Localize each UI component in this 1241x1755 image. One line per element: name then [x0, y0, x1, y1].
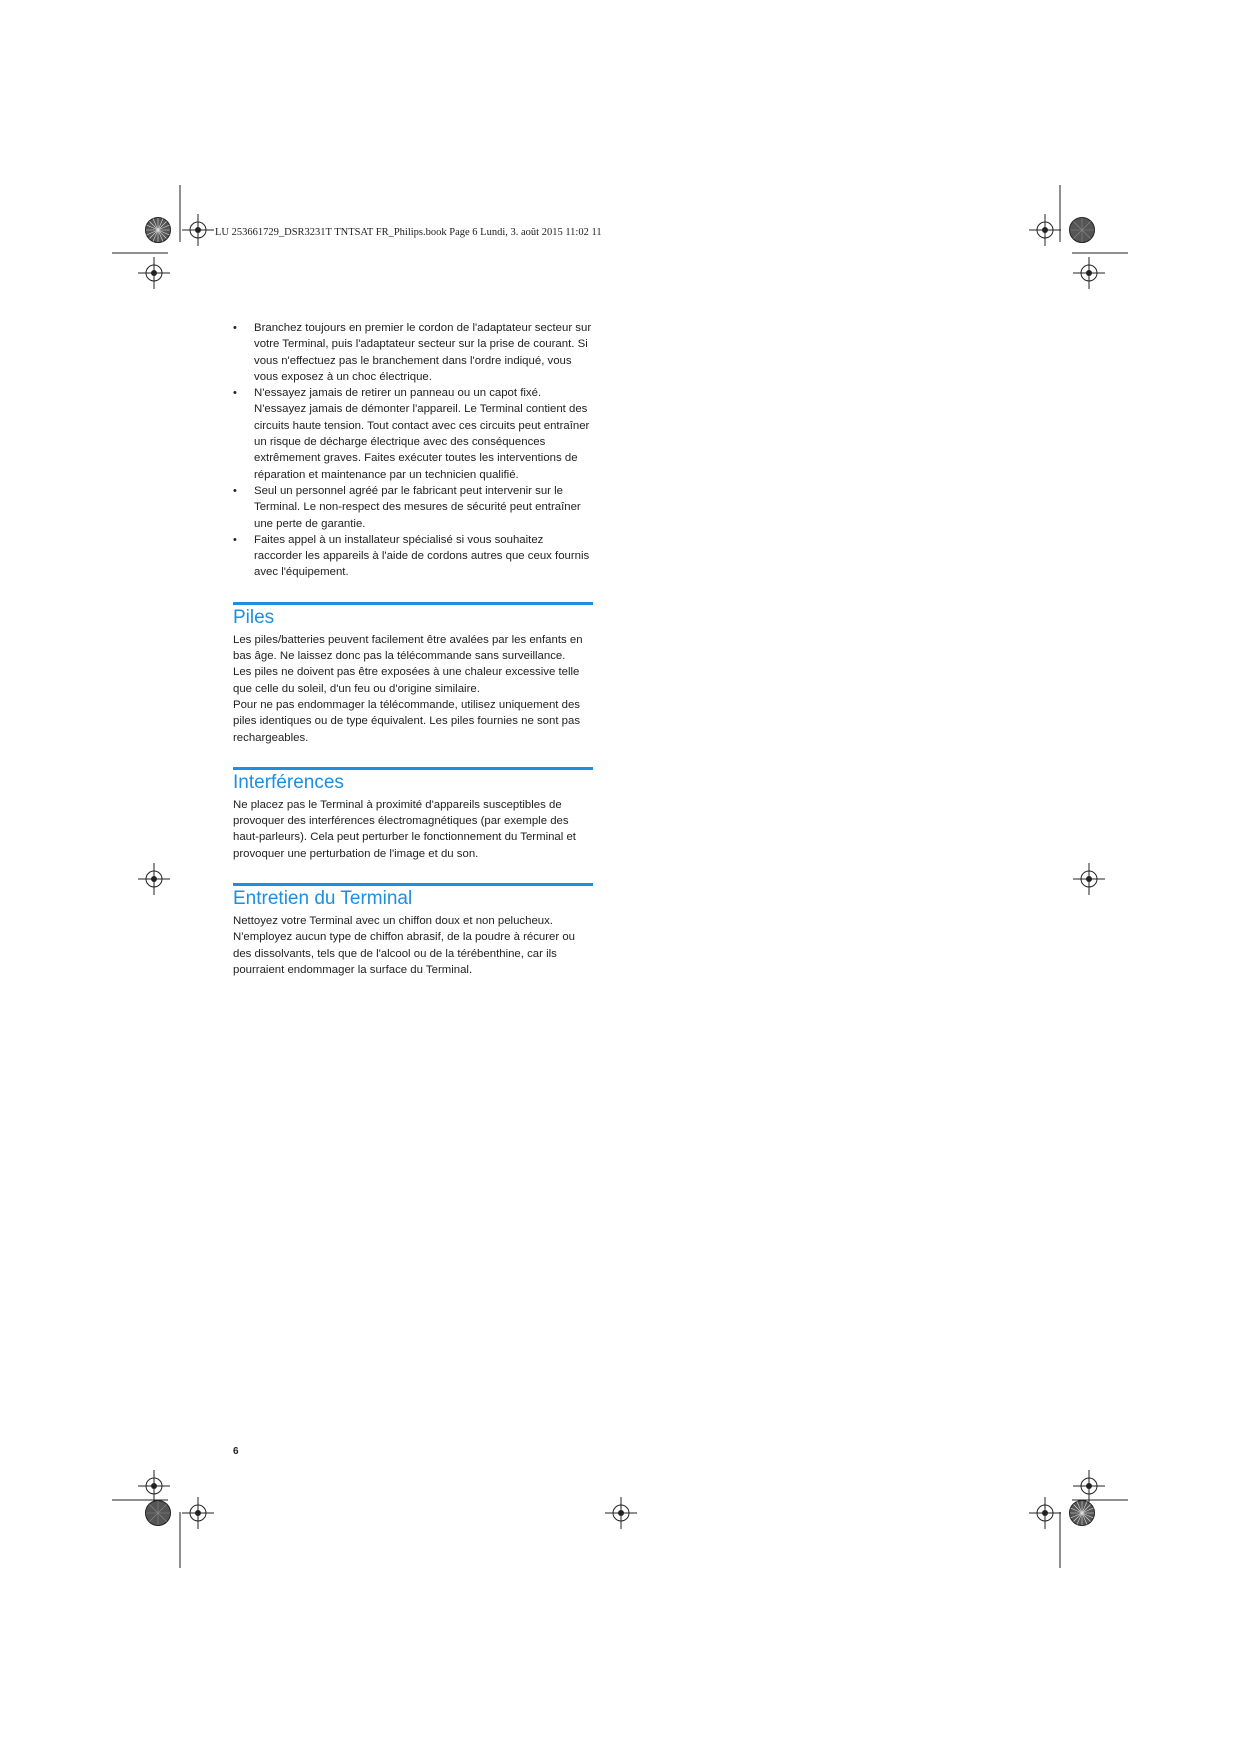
list-item: • Faites appel à un installateur spécialisé si vous souhaitez raccorder les appareils à l'aide de cordons autres que ceux fournis avec l'équipement. — [233, 532, 593, 581]
section-paragraph: Nettoyez votre Terminal avec un chiffon doux et non pelucheux. N'employez aucun type de chiffon abrasif, de la poudre à récurer ou des dissolvants, tels que de l'alcool ou de la térébenthine, car ils pourraient endommager la surface du Terminal. — [233, 915, 575, 976]
section-paragraph: Pour ne pas endommager la télécommande, utilisez uniquement des piles identiques ou de type équivalent. Les piles fournies ne sont pas rechargeables. — [233, 698, 581, 744]
section-interferences — [233, 767, 593, 862]
print-slug: LU 253661729_DSR3231T TNTSAT FR_Philips.book Page 6 Lundi, 3. août 2015 11:02 11 — [215, 227, 602, 238]
page-number: 6 — [233, 1446, 239, 1457]
section-piles — [233, 602, 593, 746]
main-content — [233, 320, 593, 978]
section-paragraph: Les piles ne doivent pas être exposées à une chaleur excessive telle que celle du soleil, d'un feu ou d'origine similaire. — [233, 666, 580, 695]
section-entretien — [233, 883, 593, 978]
list-item: • N'essayez jamais de retirer un panneau ou un capot fixé. N'essayez jamais de démonter l'appareil. Le Terminal contient des circuits haute tension. Tout contact avec ces circuits peut entraîner un risque de décharge électrique avec des conséquences extrêmement graves. Faites exécuter toutes les interventions de réparation et maintenance par un technicien qualifié. — [233, 385, 593, 483]
list-item: • Branchez toujours en premier le cordon de l'adaptateur secteur sur votre Terminal, puis l'adaptateur secteur sur la prise de courant. Si vous n'effectuez pas le branchement dans l'ordre indiqué, vous vous exposez à un choc électrique. — [233, 320, 593, 385]
section-title: Interférences — [233, 771, 344, 793]
section-divider — [233, 602, 593, 605]
section-title: Piles — [233, 606, 275, 628]
safety-bullet-list — [233, 320, 593, 581]
section-paragraph: Ne placez pas le Terminal à proximité d'appareils susceptibles de provoquer des interférences électromagnétiques (par exemple des haut-parleurs). Cela peut perturber le fonctionnement du Terminal et provoquer une perturbation de l'image et du son. — [233, 798, 576, 860]
section-divider — [233, 883, 593, 886]
section-title: Entretien du Terminal — [233, 888, 413, 910]
list-item: • Seul un personnel agréé par le fabricant peut intervenir sur le Terminal. Le non-respect des mesures de sécurité peut entraîner une perte de garantie. — [233, 483, 593, 532]
section-paragraph: Les piles/batteries peuvent facilement être avalées par les enfants en bas âge. Ne laissez donc pas la télécommande sans surveillance. — [233, 633, 583, 663]
section-divider — [233, 767, 593, 770]
